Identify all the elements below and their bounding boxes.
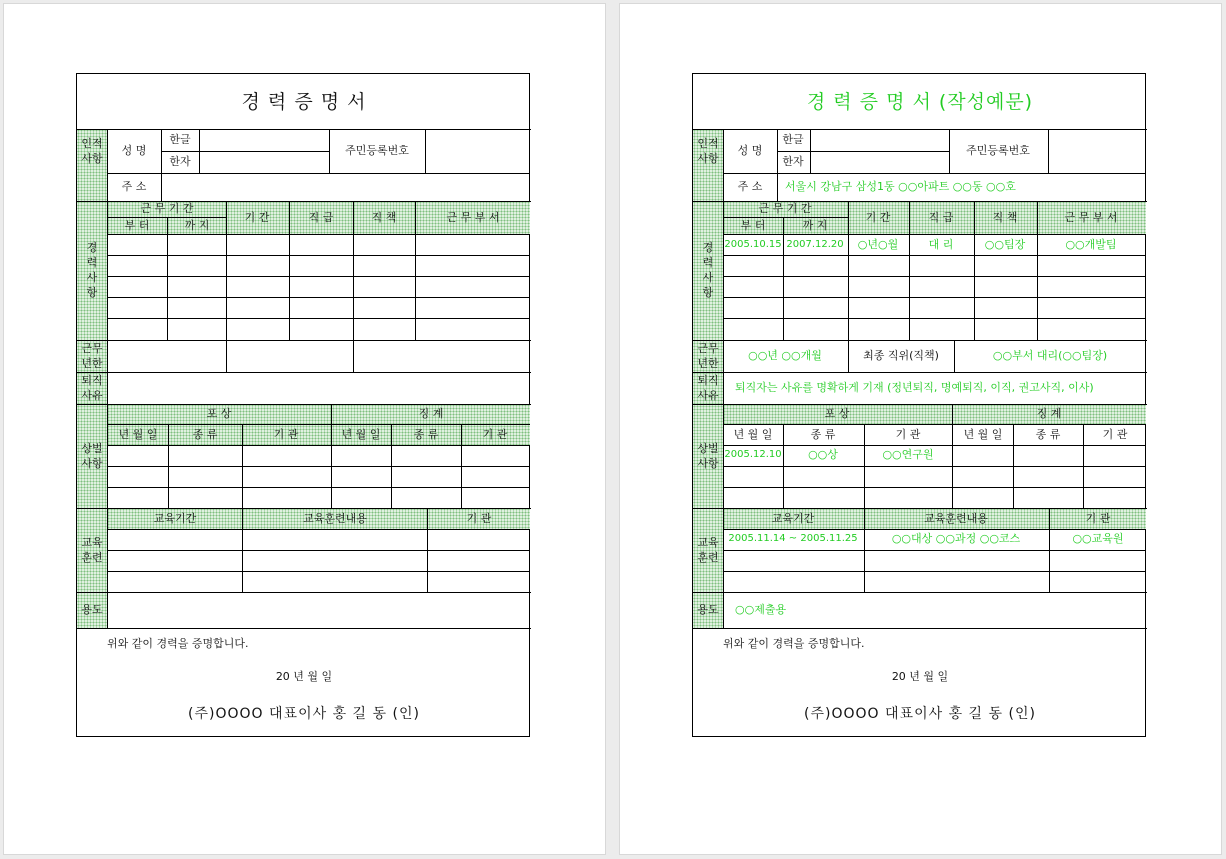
table-rule [242,424,243,508]
edu-period-header: 교육기간 [153,512,197,525]
discipline-kind-header: 종 류 [413,428,439,441]
discipline-org-header: 기 관 [482,428,508,441]
table-rule [783,217,784,340]
address-label: 주 소 [121,180,147,193]
usage-label: 용도 [697,603,719,616]
table-rule [107,571,530,572]
table-rule [693,129,1147,130]
edu-period-value: 2005.11.14 ~ 2005.11.25 [728,533,858,544]
table-rule [161,129,162,173]
table-rule [242,508,243,592]
table-rule [329,129,330,173]
award-date-header: 년 월 일 [733,428,773,441]
edu-org-header: 기 관 [1085,512,1111,525]
table-rule [783,424,784,508]
table-rule [77,592,531,593]
duration-header: 기 간 [244,211,270,224]
table-rule [107,529,530,530]
address-label: 주 소 [737,180,763,193]
table-rule [226,201,227,372]
table-rule [693,628,1147,629]
table-rule [107,424,530,425]
table-rule [77,340,531,341]
table-rule [723,318,1146,319]
table-rule [864,508,865,592]
award-header: 포 상 [824,407,850,420]
career-certificate-form [76,73,530,737]
address-value: 서울시 강남구 삼성1동 ○○아파트 ○○동 ○○호 [785,180,1016,193]
table-rule [777,173,778,201]
hangul-label: 한글 [169,133,191,146]
discipline-kind-header: 종 류 [1035,428,1061,441]
department-header: 근 무 부 서 [446,211,500,224]
discipline-date-header: 년 월 일 [963,428,1003,441]
position-header: 직 책 [992,211,1018,224]
award-org-value: ○○연구원 [882,448,934,461]
tenure-label: 근무 년한 [81,342,103,370]
usage-value: ○○제출용 [735,603,787,616]
company-signature: (주)OOOO 대표이사 홍 길 동 (인) [804,706,1036,722]
table-rule [199,129,200,173]
issue-date: 20 년 월 일 [275,670,333,683]
table-rule [289,201,290,340]
table-rule [693,592,1147,593]
tenure-value: ○○년 ○○개월 [748,349,822,362]
table-rule [415,201,416,340]
table-rule [107,255,530,256]
table-rule [1048,129,1049,173]
table-rule [848,201,849,340]
table-rule [391,424,392,508]
table-rule [77,628,531,629]
award-section-label: 상벌 사항 [81,442,103,470]
usage-label: 용도 [81,603,103,616]
document-page-sample [619,3,1222,855]
table-rule [693,508,1147,509]
discipline-header: 징 계 [1036,407,1062,420]
table-rule [693,404,1147,405]
grade-header: 직 급 [928,211,954,224]
rrn-label: 주민등록번호 [966,144,1030,157]
award-kind-header: 종 류 [810,428,836,441]
table-rule [723,129,724,628]
edu-org-header: 기 관 [466,512,492,525]
form-title: 경 력 증 명 서 [241,91,367,113]
certify-statement: 위와 같이 경력을 증명합니다. [107,637,249,650]
award-date-value: 2005.12.10 [724,449,782,460]
form-title-sample: 경 력 증 명 서 (작성예문) [806,91,1034,113]
table-rule [168,424,169,508]
career-section-label: 경 력 사 항 [702,241,714,299]
career-to-value: 2007.12.20 [786,239,844,250]
table-rule [427,508,428,592]
edu-section-label: 교육 훈련 [81,536,103,564]
award-kind-value: ○○상 [808,448,838,461]
retire-reason-label: 퇴직 사유 [697,374,719,402]
discipline-date-header: 년 월 일 [341,428,381,441]
table-rule [974,201,975,340]
table-rule [909,201,910,340]
personal-info-label: 인적 사항 [81,137,103,165]
table-rule [107,445,530,446]
table-rule [723,529,1146,530]
table-rule [161,173,162,201]
edu-org-value: ○○교육원 [1072,532,1124,545]
edu-content-header: 교육훈련내용 [924,512,988,525]
table-rule [723,276,1146,277]
name-label: 성 명 [737,144,763,157]
career-certificate-form-sample [692,73,1146,737]
career-position-value: ○○팀장 [984,238,1026,251]
table-rule [425,129,426,173]
table-rule [810,129,811,173]
grade-header: 직 급 [308,211,334,224]
table-rule [461,424,462,508]
career-grade-value: 대 리 [928,238,954,251]
document-page-blank [3,3,606,855]
from-header: 부 터 [124,219,150,232]
table-rule [723,550,1146,551]
retire-reason-value: 퇴직자는 사유를 명확하게 기재 (정년퇴직, 명예퇴직, 이직, 권고사직, 이사) [735,381,1094,394]
personal-info-label: 인적 사항 [697,137,719,165]
table-rule [353,201,354,340]
table-rule [1037,201,1038,340]
table-rule [1083,424,1084,508]
discipline-header: 징 계 [418,407,444,420]
table-rule [723,571,1146,572]
table-rule [1049,508,1050,592]
award-kind-header: 종 류 [192,428,218,441]
table-rule [107,173,530,174]
table-rule [864,424,865,508]
table-rule [77,372,531,373]
table-rule [167,217,168,340]
issue-date: 20 년 월 일 [891,670,949,683]
rrn-label: 주민등록번호 [345,144,409,157]
award-section-label: 상벌 사항 [697,442,719,470]
table-rule [723,234,1146,235]
edu-section-label: 교육 훈련 [697,536,719,564]
table-rule [107,297,530,298]
career-duration-value: ○년○월 [857,238,899,251]
name-label: 성 명 [121,144,147,157]
table-rule [107,466,530,467]
career-department-value: ○○개발팀 [1065,238,1117,251]
table-rule [107,234,530,235]
work-period-header: 근 무 기 간 [758,202,812,215]
award-date-header: 년 월 일 [118,428,158,441]
table-rule [107,129,108,628]
table-rule [723,297,1146,298]
table-rule [77,508,531,509]
hangul-label: 한글 [782,133,804,146]
award-org-header: 기 관 [273,428,299,441]
career-from-value: 2005.10.15 [724,239,782,250]
to-header: 까 지 [184,219,210,232]
final-position-label: 최종 직위(직책) [863,349,939,362]
edu-content-header: 교육훈련내용 [303,512,367,525]
from-header: 부 터 [740,219,766,232]
table-rule [723,173,1146,174]
table-rule [107,276,530,277]
hanja-label: 한자 [169,155,191,168]
edu-content-value: ○○대상 ○○과정 ○○코스 [891,532,1021,545]
table-rule [723,217,848,218]
work-period-header: 근 무 기 간 [140,202,194,215]
table-rule [77,404,531,405]
award-header: 포 상 [206,407,232,420]
duration-header: 기 간 [865,211,891,224]
to-header: 까 지 [802,219,828,232]
table-rule [693,372,1147,373]
certify-statement: 위와 같이 경력을 증명합니다. [723,637,865,650]
award-header-shade [723,404,1146,425]
table-rule [777,129,778,173]
table-rule [723,255,1146,256]
table-rule [353,340,354,372]
table-rule [77,129,531,130]
table-rule [777,151,949,152]
table-rule [107,550,530,551]
edu-period-header: 교육기간 [771,512,815,525]
table-rule [954,340,955,372]
award-org-header: 기 관 [895,428,921,441]
position-header: 직 책 [371,211,397,224]
table-rule [848,340,849,372]
final-position-value: ○○부서 대리(○○팀장) [992,349,1108,362]
career-section-label: 경 력 사 항 [86,241,98,299]
table-rule [331,404,332,508]
table-rule [161,151,329,152]
table-rule [107,318,530,319]
company-signature: (주)OOOO 대표이사 홍 길 동 (인) [188,706,420,722]
discipline-org-header: 기 관 [1102,428,1128,441]
hanja-label: 한자 [782,155,804,168]
table-rule [107,487,530,488]
tenure-label: 근무 년한 [697,342,719,370]
table-rule [693,340,1147,341]
department-header: 근 무 부 서 [1064,211,1118,224]
retire-reason-label: 퇴직 사유 [81,374,103,402]
table-rule [949,129,950,173]
table-rule [952,404,953,508]
table-rule [1013,424,1014,508]
